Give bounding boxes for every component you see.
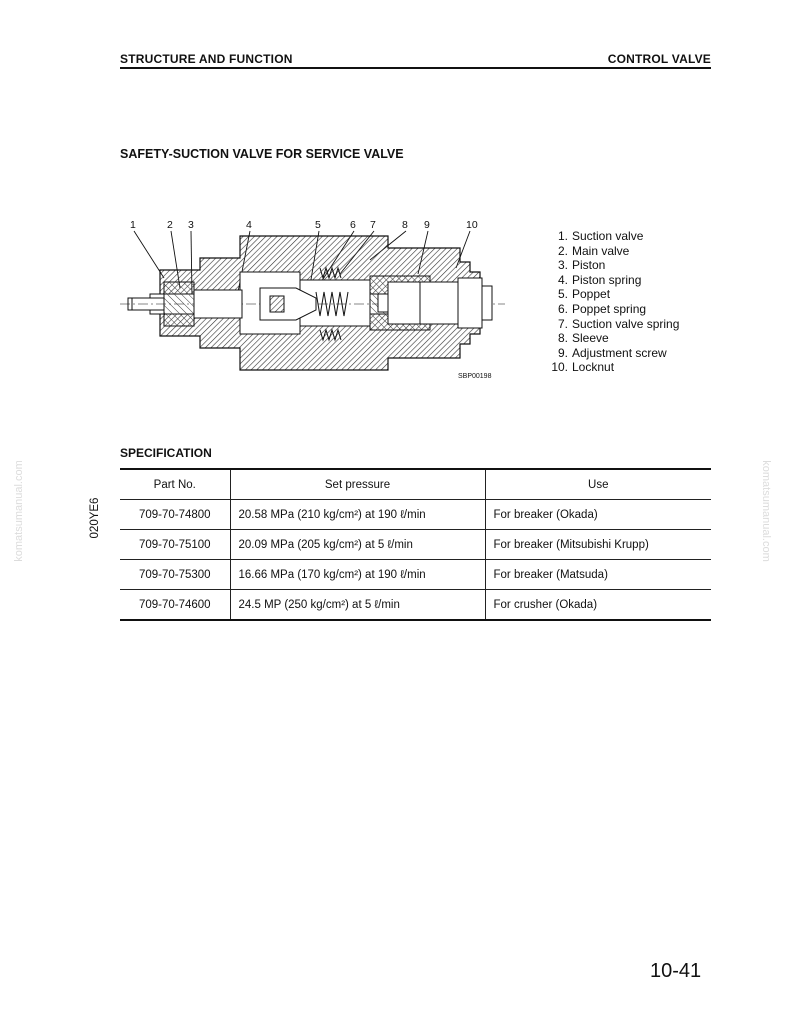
callout-3: 3 (188, 219, 194, 231)
callout-10: 10 (466, 219, 478, 231)
watermark-right: komatsumanual.com (759, 460, 772, 562)
part-no-cell: 709-70-74800 (120, 500, 230, 530)
callout-1: 1 (130, 219, 136, 231)
col-header-set-pressure: Set pressure (230, 469, 485, 500)
parts-list-item: 2. Main valve (557, 243, 630, 258)
parts-list-item: 8. Sleeve (557, 331, 609, 346)
use-cell: For breaker (Matsuda) (485, 560, 711, 590)
spec-table (120, 468, 711, 621)
spec-title: SPECIFICATION (120, 446, 212, 460)
callout-5: 5 (315, 219, 321, 231)
table-row (120, 500, 711, 530)
callout-7: 7 (370, 219, 376, 231)
callout-8: 8 (402, 219, 408, 231)
watermark-left: komatsumanual.com (12, 460, 25, 562)
set-pressure-cell: 20.58 MPa (210 kg/cm²) at 190 ℓ/min (230, 500, 485, 530)
col-header-use: Use (485, 469, 711, 500)
parts-list-item: 7. Suction valve spring (557, 316, 680, 331)
header-right: CONTROL VALVE (607, 52, 711, 66)
section-title: SAFETY-SUCTION VALVE FOR SERVICE VALVE (120, 147, 404, 161)
set-pressure-cell: 24.5 MP (250 kg/cm²) at 5 ℓ/min (230, 590, 485, 621)
parts-list-item: 3. Piston (557, 258, 606, 273)
header-left: STRUCTURE AND FUNCTION (120, 52, 293, 66)
spec-header-row (120, 469, 711, 500)
parts-list-item: 4. Piston spring (557, 272, 642, 287)
part-no-cell: 709-70-75100 (120, 530, 230, 560)
parts-list-item: 5. Poppet (557, 287, 611, 302)
use-cell: For crusher (Okada) (485, 590, 711, 621)
part-no-cell: 709-70-74600 (120, 590, 230, 621)
piston (194, 290, 242, 318)
adjustment-screw (388, 282, 458, 324)
parts-list-item: 6. Poppet spring (557, 301, 647, 316)
use-cell: For breaker (Okada) (485, 500, 711, 530)
header-rule (120, 67, 711, 69)
set-pressure-cell: 20.09 MPa (205 kg/cm²) at 5 ℓ/min (230, 530, 485, 560)
col-header-part-no: Part No. (120, 469, 230, 500)
parts-list-item: 1. Suction valve (557, 229, 644, 243)
parts-list-item: 9. Adjustment screw (557, 345, 667, 360)
parts-list (550, 229, 679, 375)
locknut (458, 278, 482, 328)
table-row (120, 530, 711, 560)
callout-6: 6 (350, 219, 356, 231)
figure-code: SBP00198 (458, 373, 492, 380)
set-pressure-cell: 16.66 MPa (170 kg/cm²) at 190 ℓ/min (230, 560, 485, 590)
callout-9: 9 (424, 219, 430, 231)
callout-2: 2 (167, 219, 173, 231)
side-document-code: 020YE6 (89, 497, 101, 539)
use-cell: For breaker (Mitsubishi Krupp) (485, 530, 711, 560)
callout-4: 4 (246, 219, 252, 231)
table-row (120, 560, 711, 590)
parts-list-item: 10. Locknut (551, 360, 615, 375)
part-no-cell: 709-70-75300 (120, 560, 230, 590)
table-row (120, 590, 711, 621)
page-number: 10-41 (650, 960, 702, 982)
valve-cross-section-diagram (120, 212, 505, 384)
